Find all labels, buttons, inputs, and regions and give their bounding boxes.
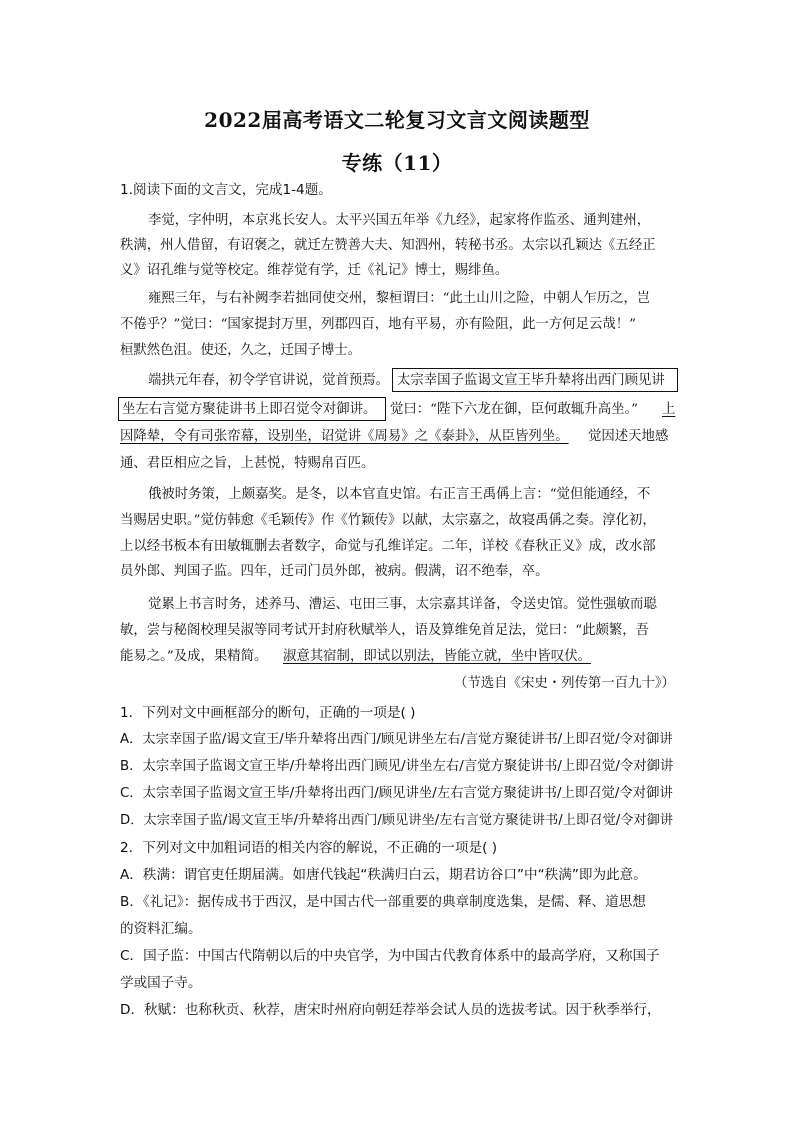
- boxed-sentence-part-2: 坐左右言觉方聚徒讲书上即召觉令对御讲。: [122, 402, 377, 417]
- passage-line: 俄被时务策，上颇嘉奖。是冬，以本官直史馆。右正言王禹偁上言：“觉但能通经，不: [148, 487, 651, 502]
- underlined-sentence: 淑意其宿制，即试以别法，皆能立就，坐中皆叹伏。: [283, 649, 591, 664]
- passage-line: 觉因述天地感: [588, 429, 669, 444]
- passage-line: 秩满，州人借留，有诏褒之，就迁左赞善大夫、知泗州，转秘书丞。太宗以孔颖达《五经正: [120, 238, 656, 253]
- passage-line: 不倦乎？”觉曰：“国家提封万里，列郡四百，地有平易，亦有险阻，此一方何足云哉！”: [120, 317, 636, 332]
- question-2-option-d: D．秋赋：也称秋贡、秋荐，唐宋时州府向朝廷荐举会试人员的选拔考试。因于秋季举行，: [120, 1002, 661, 1018]
- passage-line: 上以经书板本有田敏辄删去者数字，命觉与孔维详定。二年，详校《春秋正义》成，改水部: [120, 539, 656, 554]
- question-1-stem: 1．下列对文中画框部分的断句，正确的一项是( ): [120, 705, 416, 721]
- passage-line: 端拱元年春，初令学官讲说，觉首预焉。: [148, 373, 390, 388]
- question-2-option-b-cont: 的资料汇编。: [120, 921, 202, 937]
- question-2-option-b: B．《礼记》：据传成书于西汉，是中国古代一部重要的典章制度选集，是儒、释、道思想: [120, 894, 646, 910]
- passage-line: 觉累上书言时务，述养马、漕运、屯田三事，太宗嘉其详备，令送史馆。觉性强敏而聪: [148, 597, 657, 612]
- question-2-stem: 2．下列对文中加粗词语的相关内容的解说，不正确的一项是( ): [120, 840, 498, 856]
- passage-line: 桓默然色沮。使还，久之，迁国子博士。: [120, 343, 362, 358]
- passage-line: 觉曰：“陛下六龙在御，臣何敢辄升高坐。”: [390, 402, 639, 417]
- question-1-option-b: B．太宗幸国子监谒文宣王毕/升辇将出西门顾见/讲坐左右/言觉方聚徒讲书/上即召觉/令对御讲: [120, 759, 674, 774]
- passage-line: 能易之。”及成，果精简。: [120, 649, 268, 664]
- document-subtitle: 专练（11）: [341, 151, 453, 175]
- document-title: 2022届高考语文二轮复习文言文阅读题型: [204, 108, 590, 132]
- boxed-sentence-part-1: 太宗幸国子监谒文宣王毕升辇将出西门顾见讲: [397, 373, 665, 388]
- question-2-option-a: A．秩满：谓官吏任期届满。如唐代钱起“秩满归白云，期君访谷口”中“秩满”即为此意。: [120, 867, 647, 883]
- passage-line: 员外郎、判国子监。四年，迁司门员外郎，被病。假满，诏不绝奉，卒。: [120, 564, 549, 579]
- passage-line: 敏，尝与秘阁校理吴淑等同考试开封府秋赋举人，语及算维免首足法，觉曰：“此颇繁，吾: [120, 623, 650, 638]
- underlined-sentence: 因降辇，令有司张帟幕，设别坐，诏觉讲《周易》之《泰卦》，从臣皆列坐。: [120, 429, 569, 444]
- passage-line: 义》诏孔维与觉等校定。维荐觉有学，迁《礼记》博士，赐绯鱼。: [120, 263, 509, 278]
- passage-line: 雍熙三年，与右补阙李若拙同使交州，黎桓谓曰：“此土山川之险，中朝人乍历之，岂: [148, 291, 651, 306]
- passage-line: 李觉，字仲明，本京兆长安人。太平兴国五年举《九经》，起家将作监丞、通判建州，: [148, 213, 651, 228]
- underlined-sentence-start: 上: [662, 402, 676, 417]
- passage-line: 当赐居史职。”觉仿韩愈《毛颖传》作《竹颖传》以献，太宗嘉之，故寝禹偁之奏。淳化初，: [120, 513, 656, 528]
- question-1-option-a: A．太宗幸国子监/谒文宣王/毕升辇将出西门/顾见讲坐左右/言觉方聚徒讲书/上即召觉/令对御讲: [120, 732, 673, 747]
- passage-line: 通、君臣相应之旨，上甚悦，特赐帛百匹。: [120, 456, 375, 471]
- question-1-option-d: D．太宗幸国子监/谒文宣王毕/升辇将出西门/顾见讲坐/左右言觉方聚徒讲书/上即召觉/令对御讲: [120, 813, 674, 828]
- question-2-option-c: C．国子监：中国古代隋朝以后的中央官学，为中国古代教育体系中的最高学府，又称国子: [120, 948, 660, 964]
- question-2-option-c-cont: 学或国子寺。: [120, 975, 202, 991]
- question-intro: 1.阅读下面的文言文，完成1-4题。: [120, 182, 332, 198]
- passage-source: （节选自《宋史・列传第一百九十》）: [454, 676, 675, 691]
- question-1-option-c: C．太宗幸国子监谒文宣王毕/升辇将出西门/顾见讲坐/左右言觉方聚徒讲书/上即召觉/令对御讲: [120, 786, 673, 801]
